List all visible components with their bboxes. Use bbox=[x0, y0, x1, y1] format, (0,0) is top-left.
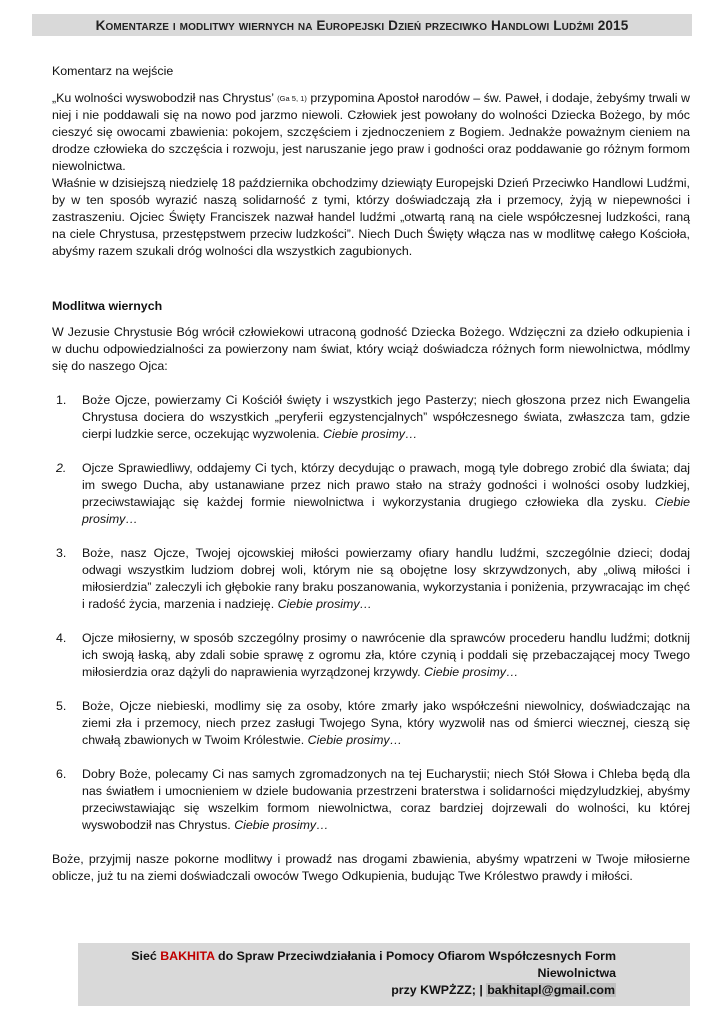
petition-text: Boże Ojcze, powierzamy Ci Kościół święty i wszystkich jego Pasterzy; niech głoszona przez nich Ewangelia Chrystusa dociera do wszystkich „peryferii egzystencjalnych” współczesnego świata, zwłaszcza tam, gdzie cierpi ludzkie serce, oczekując wyzwolenia. bbox=[82, 393, 690, 441]
petition-text: Ojcze miłosierny, w sposób szczególny prosimy o nawrócenie dla sprawców procederu handlu ludźmi; dotknij ich swoją łaską, aby zdali sobie sprawę z ogromu zła, które czynią i poddali się przebaczającej mocy Twego miłosierdzia oraz dążyli do naprawienia wyrządzonej krzywdy. bbox=[82, 631, 690, 679]
petition-list bbox=[52, 392, 690, 834]
footer-line-2 bbox=[78, 982, 616, 999]
petition-response: Ciebie prosimy… bbox=[277, 597, 372, 611]
petition-response: Ciebie prosimy… bbox=[424, 665, 519, 679]
petition-number: 2. bbox=[56, 461, 67, 475]
intro-paragraph-2: Właśnie w dzisiejszą niedzielę 18 października obchodzimy dziewiąty Europejski Dzień Przeciwko Handlowi Ludźmi, by w ten sposób wyrazić naszą solidarność z tymi, którzy doświadczają zła i przemocy, żyją w niepewności i zastraszeniu. Ojciec Święty Franciszek nazwał handel ludźmi „otwartą raną na ciele współczesnej ludzkości, raną na ciele Chrystusa, przestępstwem przeciw ludzkości”. Niech Duch Święty włącza nas w modlitwę całego Kościoła, abyśmy razem szukali dróg wolności dla wszystkich zagubionych. bbox=[52, 176, 690, 258]
petition-item bbox=[52, 698, 690, 749]
intro-label: Komentarz na wejście bbox=[52, 64, 174, 78]
intro-paragraph-1 bbox=[52, 90, 690, 175]
petition-item bbox=[52, 630, 690, 681]
footer-affiliation: przy KWPŻZZ; | bbox=[391, 983, 487, 997]
petition-item bbox=[52, 392, 690, 443]
petition-item bbox=[52, 545, 690, 613]
intro-quote-rest: przypomina Apostoł narodów – św. Paweł, i dodaje, żebyśmy trwali w niej i nie poddawali się na nowo pod jarzmo niewoli. Człowiek jest powołany do wolności Dziecka Bożego, by móc cieszyć się owocami zbawienia: pokojem, szczęściem i zjednoczeniem z Bogiem. Jednakże poważnym cieniem na drodze człowieka do szczęścia i rozwoju, jest naruszanie jego praw i godności oraz poddawanie go różnym formom niewolnictwa. bbox=[52, 91, 690, 173]
petition-response: Ciebie prosimy… bbox=[82, 495, 690, 526]
footer-prefix: Sieć bbox=[131, 949, 161, 963]
petition-text: Boże, Ojcze niebieski, modlimy się za osoby, które zmarły jako współcześni niewolnicy, doświadczając na ziemi zła i przemocy, niech przez zasługi Twojego Syna, który wyzwolił nas od śmierci wiecznej, cieszą się chwałą zbawionych w Twoim Królestwie. bbox=[82, 699, 690, 747]
closing-prayer: Boże, przyjmij nasze pokorne modlitwy i prowadź nas drogami zbawienia, abyśmy wpatrzeni w Twoje miłosierne oblicze, już tu na ziemi doświadczali owoców Twego Odkupienia, budując Twe Królestwo prawdy i miłości. bbox=[52, 852, 690, 883]
petition-response: Ciebie prosimy… bbox=[234, 818, 329, 832]
petition-response: Ciebie prosimy… bbox=[323, 427, 418, 441]
petition-number: 3. bbox=[56, 546, 67, 560]
network-brand-name: BAKHITA bbox=[160, 949, 215, 963]
petition-response: Ciebie prosimy… bbox=[307, 733, 402, 747]
document-header bbox=[32, 14, 692, 36]
petition-item bbox=[52, 460, 690, 528]
footer-box bbox=[78, 943, 690, 1006]
document-body bbox=[52, 63, 690, 885]
petition-number: 1. bbox=[56, 393, 67, 407]
prayer-invocation: W Jezusie Chrystusie Bóg wrócił człowiekowi utraconą godność Dziecka Bożego. Wdzięczni za dzieło odkupienia i w duchu odpowiedzialności za powierzony nam świat, który wciąż doświadcza różnych form niewolnictwa, módlmy się do naszego Ojca: bbox=[52, 325, 690, 373]
prayer-section-title: Modlitwa wiernych bbox=[52, 299, 163, 313]
petition-number: 6. bbox=[56, 767, 67, 781]
contact-email[interactable]: bakhitapl@gmail.com bbox=[487, 983, 615, 997]
petition-number: 5. bbox=[56, 699, 67, 713]
footer-line-1 bbox=[78, 948, 616, 982]
petition-number: 4. bbox=[56, 631, 67, 645]
petition-text: Ojcze Sprawiedliwy, oddajemy Ci tych, którzy decydując o prawach, mogą tyle dobrego zrobić dla świata; daj im swego Ducha, aby ustanawiane przez nich prawo stało na straży godności i wolności osoby ludzkiej, przeciwstawiając się każdej formie niewolnictwa i wykorzystania drugiego człowieka dla zysku. bbox=[82, 461, 690, 509]
petition-item bbox=[52, 766, 690, 834]
footer-organization: do Spraw Przeciwdziałania i Pomocy Ofiarom Współczesnych Form Niewolnictwa bbox=[214, 949, 616, 980]
petition-text: Boże, nasz Ojcze, Twojej ojcowskiej miłości powierzamy ofiary handlu ludźmi, szczególnie dzieci; dodaj odwagi wszystkim ludziom dobrej woli, którym nie są obojętne losy skrzywdzonych, aby „oliwą miłości i miłosierdzia” zaleczyli ich głębokie rany braku poszanowania, wykorzystania i poniżenia, przywracając im chęć i radość życia, marzenia i nadzieję. bbox=[82, 546, 690, 611]
document-title: Komentarze i modlitwy wiernych na Europejski Dzień przeciwko Handlowi Ludźmi 2015 bbox=[95, 17, 629, 33]
intro-quote: „Ku wolności wyswobodził nas Chrystus’ bbox=[52, 91, 278, 105]
scripture-reference: (Ga 5, 1) bbox=[277, 94, 307, 103]
petition-text: Dobry Boże, polecamy Ci nas samych zgromadzonych na tej Eucharystii; niech Stół Słowa i Chleba będą dla nas światłem i umocnieniem w dziele budowania przestrzeni braterstwa i solidarności międzyludzkiej, abyśmy przeciwstawiając się wszelkim formom niewolnictwa, coraz bardziej dojrzewali do wolności, ku której wyswobodził nas Chrystus. bbox=[82, 767, 690, 832]
